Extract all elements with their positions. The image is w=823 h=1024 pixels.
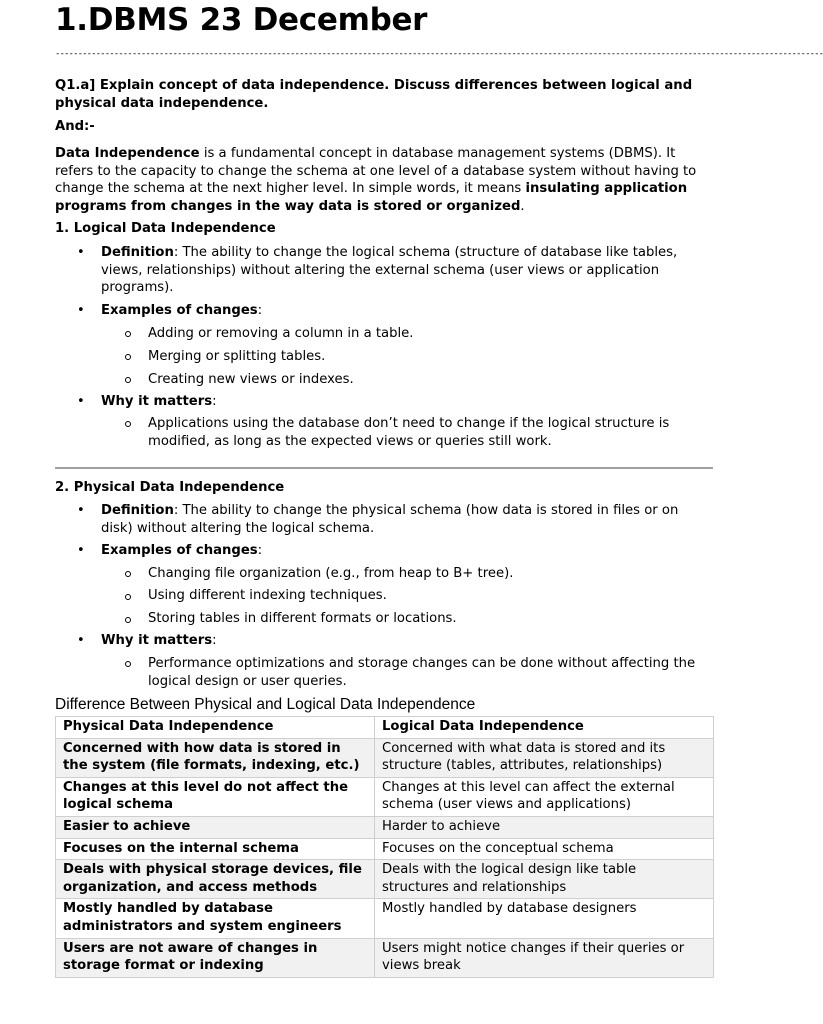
question-text: Q1.a] Explain concept of data independence. Discuss differences between logical and physical data independence. bbox=[55, 78, 693, 111]
logical-heading: 1. Logical Data Independence bbox=[55, 221, 276, 236]
physical-example-item: Using different indexing techniques. bbox=[148, 588, 387, 603]
sub-bullet-circle bbox=[125, 354, 131, 360]
physical-cell: Easier to achieve bbox=[56, 816, 375, 838]
table-row bbox=[56, 838, 714, 860]
physical-definition bbox=[101, 502, 711, 537]
header-logical: Logical Data Independence bbox=[375, 717, 714, 739]
sub-bullet-circle bbox=[125, 594, 131, 600]
logical-cell: Mostly handled by database designers bbox=[375, 899, 714, 938]
bullet-dot: • bbox=[77, 394, 85, 409]
sub-bullet-circle bbox=[125, 661, 131, 667]
table-row bbox=[56, 899, 714, 938]
definition-label: Definition bbox=[101, 503, 174, 518]
physical-heading: 2. Physical Data Independence bbox=[55, 480, 285, 495]
table-row bbox=[56, 860, 714, 899]
logical-example-item: Creating new views or indexes. bbox=[148, 372, 354, 387]
physical-cell: Mostly handled by database administrators and system engineers bbox=[56, 899, 375, 938]
bullet-dot: • bbox=[77, 303, 85, 318]
physical-why-text: Performance optimizations and storage changes can be done without affecting the logical design or user queries. bbox=[148, 656, 696, 689]
physical-cell: Concerned with how data is stored in the system (file formats, indexing, etc.) bbox=[56, 738, 375, 777]
physical-example-item: Storing tables in different formats or locations. bbox=[148, 611, 457, 626]
examples-colon: : bbox=[257, 543, 263, 558]
logical-cell: Changes at this level can affect the external schema (user views and applications) bbox=[375, 777, 714, 816]
horizontal-rule bbox=[55, 467, 713, 469]
comparison-table bbox=[55, 716, 714, 978]
why-label: Why it matters bbox=[101, 633, 213, 648]
intro-text-1: is a fundamental concept in database management systems (DBMS). It refers to the capacity to change the schema at one level of a database system without having to change the schema at the next higher level. In simple words, it means bbox=[55, 146, 697, 197]
physical-example-item: Changing file organization (e.g., from heap to B+ tree). bbox=[148, 566, 514, 581]
examples-label: Examples of changes bbox=[101, 543, 258, 558]
table-row bbox=[56, 777, 714, 816]
logical-why-text: Applications using the database don’t need to change if the logical structure is modified, as long as the expected views or queries still work. bbox=[148, 416, 670, 449]
logical-definition bbox=[101, 244, 711, 297]
logical-example-item: Adding or removing a column in a table. bbox=[148, 326, 414, 341]
bullet-dot: • bbox=[77, 503, 85, 518]
page-title: 1.DBMS 23 December bbox=[55, 2, 428, 38]
bullet-dot: • bbox=[77, 543, 85, 558]
examples-label: Examples of changes bbox=[101, 303, 258, 318]
physical-why-label bbox=[101, 632, 711, 650]
intro-paragraph bbox=[55, 145, 715, 215]
bullet-dot: • bbox=[77, 245, 85, 260]
logical-cell: Harder to achieve bbox=[375, 816, 714, 838]
sub-bullet-circle bbox=[125, 377, 131, 383]
physical-examples-label bbox=[101, 542, 711, 560]
table-row bbox=[56, 938, 714, 977]
table-row bbox=[56, 738, 714, 777]
definition-text: : The ability to change the logical schema (structure of database like tables, views, relationships) without altering the external schema (user views or application programs). bbox=[101, 245, 678, 296]
physical-cell: Changes at this level do not affect the logical schema bbox=[56, 777, 375, 816]
logical-examples-label bbox=[101, 302, 711, 320]
table-header-row bbox=[56, 717, 714, 739]
why-colon: : bbox=[212, 394, 217, 409]
logical-cell: Focuses on the conceptual schema bbox=[375, 838, 714, 860]
logical-why-label bbox=[101, 393, 711, 411]
intro-term: Data Independence bbox=[55, 146, 200, 161]
intro-bold: insulating application programs from changes in the way data is stored or organized bbox=[55, 181, 688, 214]
sub-bullet-circle bbox=[125, 331, 131, 337]
intro-text-2: . bbox=[520, 198, 525, 214]
logical-cell: Concerned with what data is stored and its structure (tables, attributes, relationships) bbox=[375, 738, 714, 777]
physical-cell: Deals with physical storage devices, file organization, and access methods bbox=[56, 860, 375, 899]
sub-bullet-circle bbox=[125, 617, 131, 623]
table-row bbox=[56, 816, 714, 838]
sub-bullet-circle bbox=[125, 421, 131, 427]
definition-text: : The ability to change the physical schema (how data is stored in files or on disk) without altering the logical schema. bbox=[101, 503, 679, 536]
table-caption: Difference Between Physical and Logical Data Independence bbox=[55, 696, 476, 713]
examples-colon: : bbox=[257, 303, 263, 318]
answer-label: And:- bbox=[55, 119, 95, 134]
physical-cell: Focuses on the internal schema bbox=[56, 838, 375, 860]
why-label: Why it matters bbox=[101, 394, 213, 409]
dashed-separator: -------------------------------------------------------------------------------------------------------------------------------------------------------------------------- bbox=[55, 49, 823, 59]
logical-example-item: Merging or splitting tables. bbox=[148, 349, 326, 364]
sub-bullet-circle bbox=[125, 571, 131, 577]
header-physical: Physical Data Independence bbox=[56, 717, 375, 739]
bullet-dot: • bbox=[77, 633, 85, 648]
why-colon: : bbox=[212, 633, 217, 648]
definition-label: Definition bbox=[101, 245, 174, 260]
logical-cell: Deals with the logical design like table structures and relationships bbox=[375, 860, 714, 899]
physical-cell: Users are not aware of changes in storage format or indexing bbox=[56, 938, 375, 977]
logical-cell: Users might notice changes if their queries or views break bbox=[375, 938, 714, 977]
